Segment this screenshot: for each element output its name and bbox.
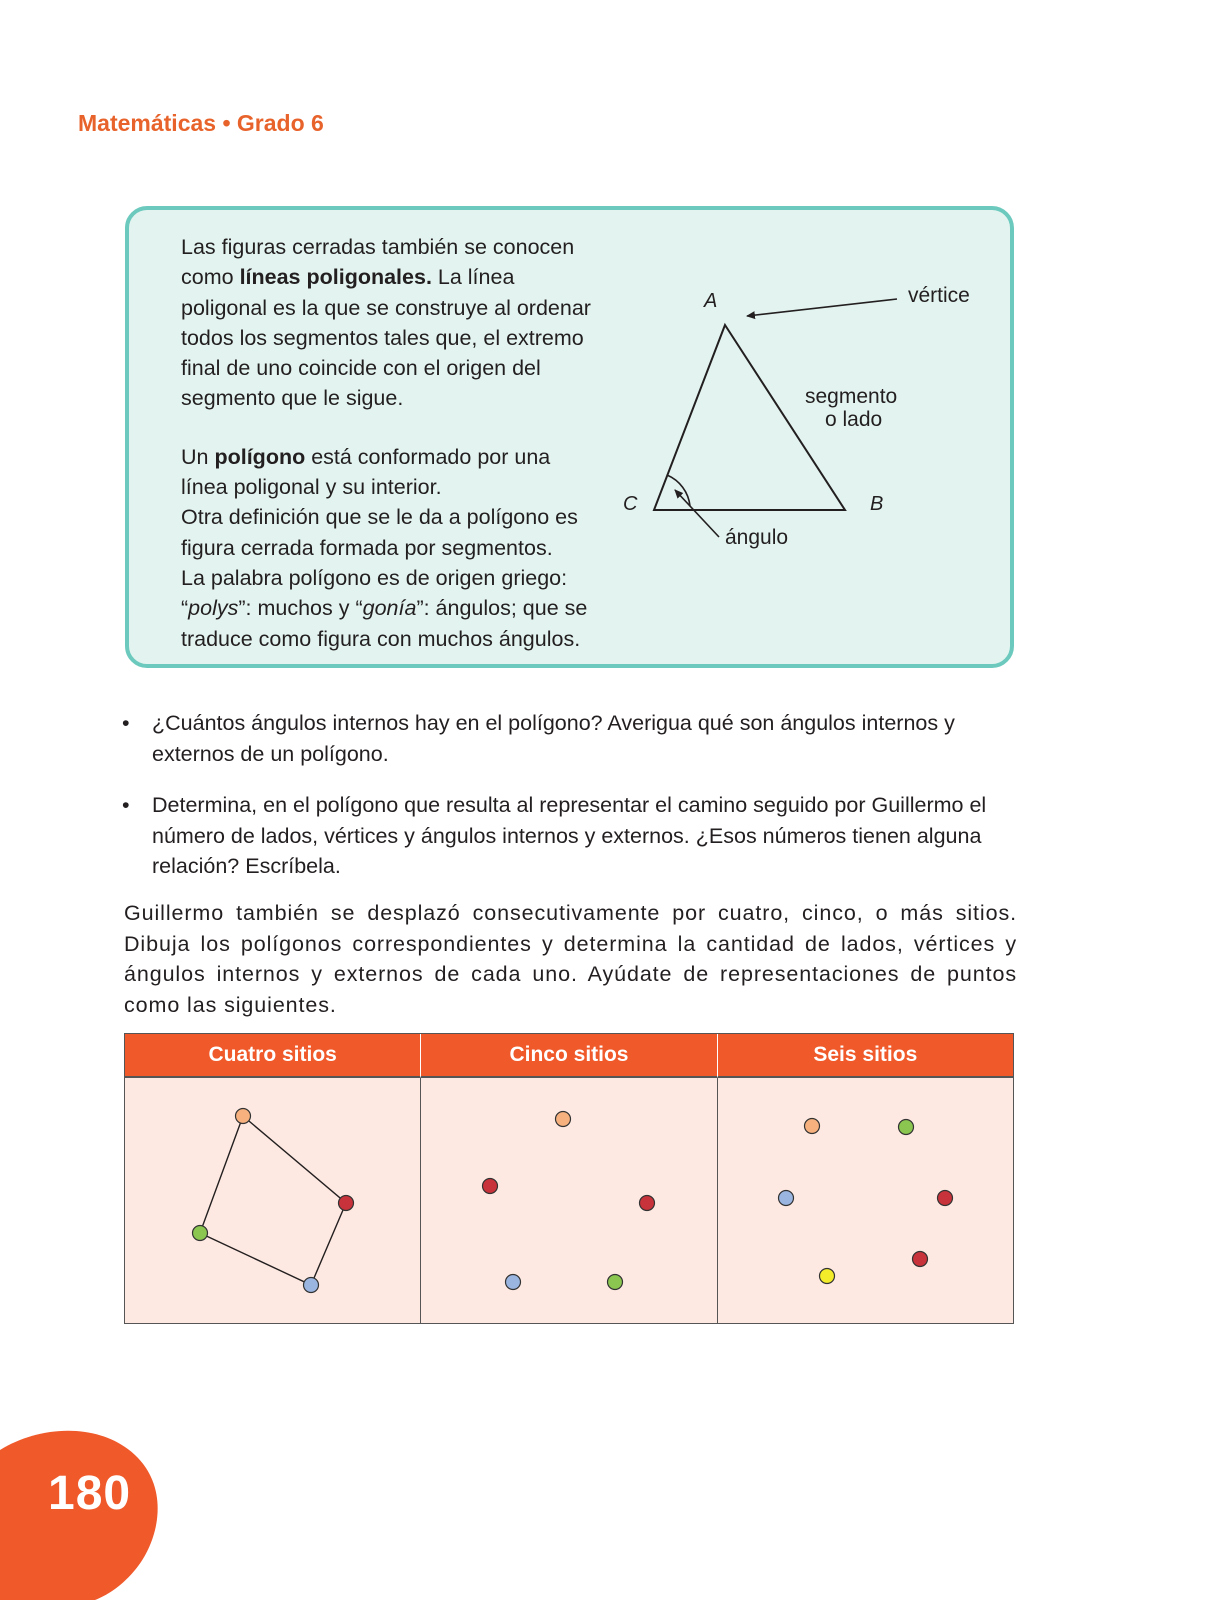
term-gonia: gonía <box>362 596 417 621</box>
segment-term-label: segmento <box>805 385 898 408</box>
points-table <box>124 1033 1014 1324</box>
term-polygon: polígono <box>214 444 306 469</box>
cell-four-sites <box>125 1078 420 1323</box>
instruction-paragraph: Guillermo también se desplazó consecutivamente por cuatro, cinco, o más sitios. Dibuja los polígonos correspondientes y determina la cantidad de lados, vértices y ángulos internos y externos de cada uno. Ayúdate de representaciones de puntos como las siguientes. <box>124 901 1017 1017</box>
five-sites-points <box>421 1078 717 1323</box>
quadrilateral-outline <box>200 1116 346 1285</box>
question-list <box>112 708 1017 903</box>
list-item: • Determina, en el polígono que resulta al representar el camino seguido por Guillermo el número de lados, vértices y ángulos internos y externos. ¿Esos números tienen alguna relación? Escríbela. <box>112 790 1017 882</box>
header-six-sites: Seis sitios <box>717 1034 1013 1078</box>
header-five-sites: Cinco sitios <box>420 1034 716 1078</box>
angle-term-label: ángulo <box>725 526 789 549</box>
vertex-b-label: B <box>870 493 884 515</box>
point-blue <box>304 1278 319 1293</box>
point-green <box>193 1226 208 1241</box>
point-orange <box>236 1109 251 1124</box>
side-term-label: o lado <box>825 408 883 431</box>
polygonal-line-definition: Las figuras cerradas también se conocen como líneas poligonales. La línea poligonal es la que se construye al ordenar todos los segmentos tales que, el extremo final de uno coincide con el origen del segmento que le sigue. <box>181 235 591 411</box>
list-item: • ¿Cuántos ángulos internos hay en el polígono? Averigua qué son ángulos internos y externos de un polígono. <box>112 708 1017 769</box>
six-sites-points <box>718 1078 1014 1323</box>
table-body-row <box>125 1078 1013 1323</box>
angle-arrow <box>675 490 719 537</box>
point-green <box>898 1120 913 1135</box>
point-red <box>339 1196 354 1211</box>
bullet-marker: • <box>122 711 130 735</box>
point-orange <box>804 1119 819 1134</box>
definition-box <box>125 206 1014 668</box>
cell-five-sites <box>420 1078 716 1323</box>
vertex-term-label: vértice <box>908 284 970 307</box>
point-red <box>912 1252 927 1267</box>
four-sites-polygon <box>125 1078 421 1323</box>
point-blue <box>506 1275 521 1290</box>
point-red <box>937 1191 952 1206</box>
triangle-diagram <box>129 210 1018 672</box>
page-header-title: Matemáticas • Grado 6 <box>78 110 324 136</box>
header-four-sites: Cuatro sitios <box>125 1034 420 1078</box>
bullet-marker: • <box>122 793 130 817</box>
polygon-definition: Un polígono está conformado por una línea poligonal y su interior. Otra definición que se le da a polígono es figura cerrada formada por segmentos. La palabra polígono es de origen griego: “polys”: muchos y “gonía”: ángulos; que se traduce como figura con muchos ángulos. <box>181 444 588 651</box>
point-yellow <box>819 1269 834 1284</box>
term-polygonal-lines: líneas poligonales. <box>239 265 432 290</box>
vertex-arrow <box>747 299 897 316</box>
page-number: 180 <box>48 1467 132 1520</box>
triangle-shape <box>654 325 845 510</box>
vertex-a-label: A <box>704 290 718 312</box>
point-red <box>483 1179 498 1194</box>
point-red <box>640 1196 655 1211</box>
term-polys: polys <box>188 596 239 621</box>
cell-six-sites <box>717 1078 1013 1323</box>
point-blue <box>778 1191 793 1206</box>
table-header-row <box>125 1034 1013 1078</box>
point-orange <box>556 1112 571 1127</box>
point-green <box>608 1275 623 1290</box>
vertex-c-label: C <box>623 493 638 515</box>
